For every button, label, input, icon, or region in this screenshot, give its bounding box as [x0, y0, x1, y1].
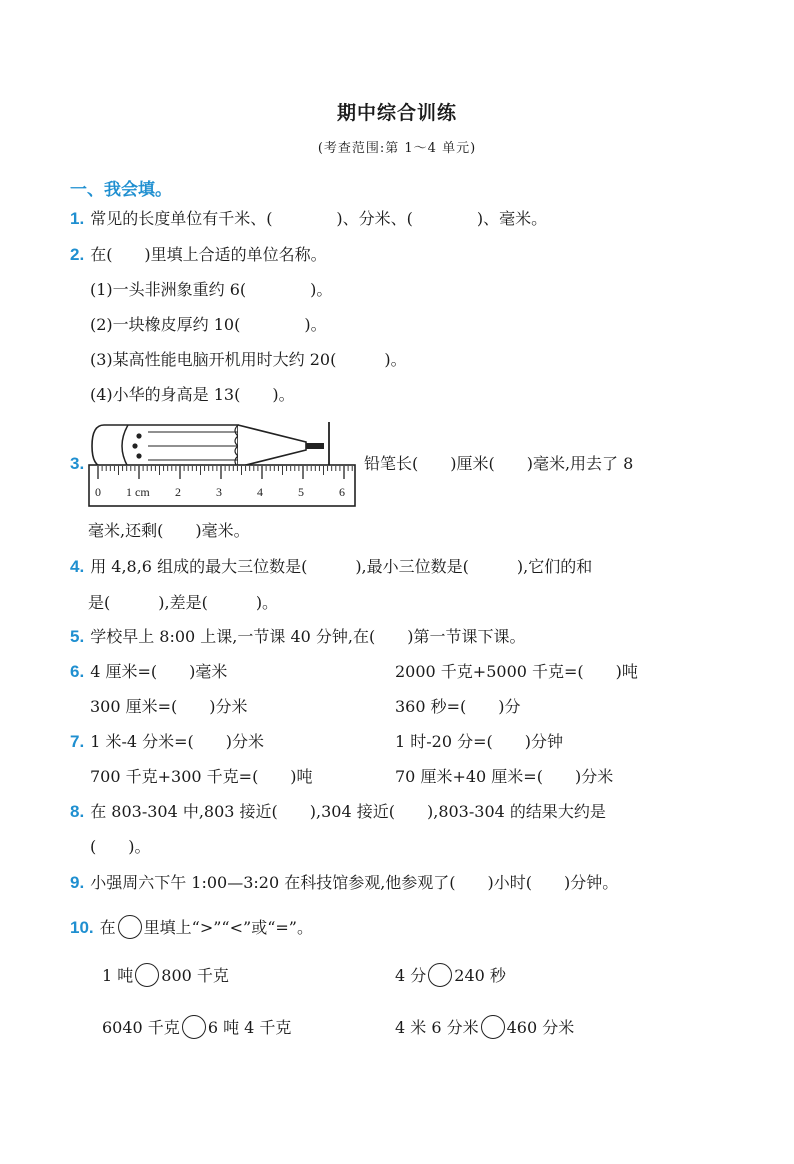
question-10-row-1-left: 1 吨 800 千克	[102, 963, 229, 987]
question-number: 7.	[70, 732, 85, 751]
question-10-row-2-right: 4 米 6 分米 460 分米	[395, 1015, 574, 1039]
page-subtitle: (考查范围:第 1～4 单元)	[317, 141, 477, 156]
question-3-text-2: 毫米,还剩( )毫米。	[88, 521, 250, 540]
section-heading: 一、我会填。	[70, 180, 172, 200]
question-6-right-1: 2000 千克+5000 千克=( )吨	[395, 662, 638, 681]
question-number: 10.	[70, 918, 94, 937]
answer-circle-input[interactable]	[135, 963, 159, 987]
question-number: 4.	[70, 557, 85, 576]
question-text: 在 803-304 中,803 接近( ),304 接近( ),803-304 的结果大约是	[90, 802, 606, 821]
question-2	[70, 244, 327, 266]
question-text: 小强周六下午 1:00—3:20 在科技馆参观,他参观了( )小时( )分钟。	[90, 873, 619, 892]
question-text: 学校早上 8:00 上课,一节课 40 分钟,在( )第一节课下课。	[90, 627, 526, 646]
question-number: 8.	[70, 802, 85, 821]
compare-circle-icon	[118, 915, 142, 939]
ruler-label-1: 1 cm	[126, 485, 150, 499]
question-5	[70, 626, 525, 648]
question-6-right-2: 360 秒=( )分	[395, 697, 521, 716]
question-3-number: 3.	[70, 454, 85, 473]
question-8-text-2: ( )。	[90, 837, 151, 856]
question-text: 常见的长度单位有千米、( )、分米、( )、毫米。	[90, 209, 548, 228]
page-title: 期中综合训练	[336, 102, 457, 124]
question-6-left-1: 6. 4 厘米=( )毫米	[70, 662, 228, 681]
answer-circle-input[interactable]	[428, 963, 452, 987]
ruler-label-2: 2	[175, 485, 181, 499]
ruler-label-0: 0	[95, 485, 101, 499]
question-3-text-1: 铅笔长( )厘米( )毫米,用去了 8	[364, 454, 634, 473]
question-number: 9.	[70, 873, 85, 892]
question-number: 2.	[70, 245, 85, 264]
ruler-label-4: 4	[257, 485, 263, 499]
pencil-icon	[92, 422, 329, 467]
question-7-left-2: 700 千克+300 千克=( )吨	[90, 767, 313, 786]
question-4	[70, 556, 592, 578]
question-2-item-1: (1)一头非洲象重约 6( )。	[90, 280, 333, 299]
question-9	[70, 872, 618, 894]
question-number: 5.	[70, 627, 85, 646]
question-6-left-2: 300 厘米=( )分米	[90, 697, 248, 716]
question-text: 在( )里填上合适的单位名称。	[90, 245, 327, 264]
question-2-item-3: (3)某高性能电脑开机用时大约 20( )。	[90, 350, 407, 369]
question-2-item-4: (4)小华的身高是 13( )。	[90, 385, 295, 404]
question-10-row-2-left: 6040 千克 6 吨 4 千克	[102, 1015, 291, 1039]
question-7-right-2: 70 厘米+40 厘米=( )分米	[395, 767, 614, 786]
question-text: 用 4,8,6 组成的最大三位数是( ),最小三位数是( ),它们的和	[90, 557, 593, 576]
question-8	[70, 801, 606, 823]
question-10-row-1-right: 4 分 240 秒	[395, 963, 506, 987]
question-2-item-2: (2)一块橡皮厚约 10( )。	[90, 315, 327, 334]
ruler-label-5: 5	[298, 485, 304, 499]
question-1	[70, 208, 547, 230]
question-4-text-2: 是( ),差是( )。	[88, 593, 279, 612]
question-10: 10. 在 里填上“>”“<”或“=”。	[70, 915, 313, 939]
question-number: 6.	[70, 662, 85, 681]
question-7-left-1: 7. 1 米-4 分米=( )分米	[70, 732, 265, 751]
answer-circle-input[interactable]	[481, 1015, 505, 1039]
answer-circle-input[interactable]	[182, 1015, 206, 1039]
question-number: 1.	[70, 209, 85, 228]
ruler-label-6: 6	[339, 485, 345, 499]
ruler-label-3: 3	[216, 485, 222, 499]
pencil-ruler-figure	[88, 420, 360, 510]
question-7-right-1: 1 时-20 分=( )分钟	[395, 732, 564, 751]
